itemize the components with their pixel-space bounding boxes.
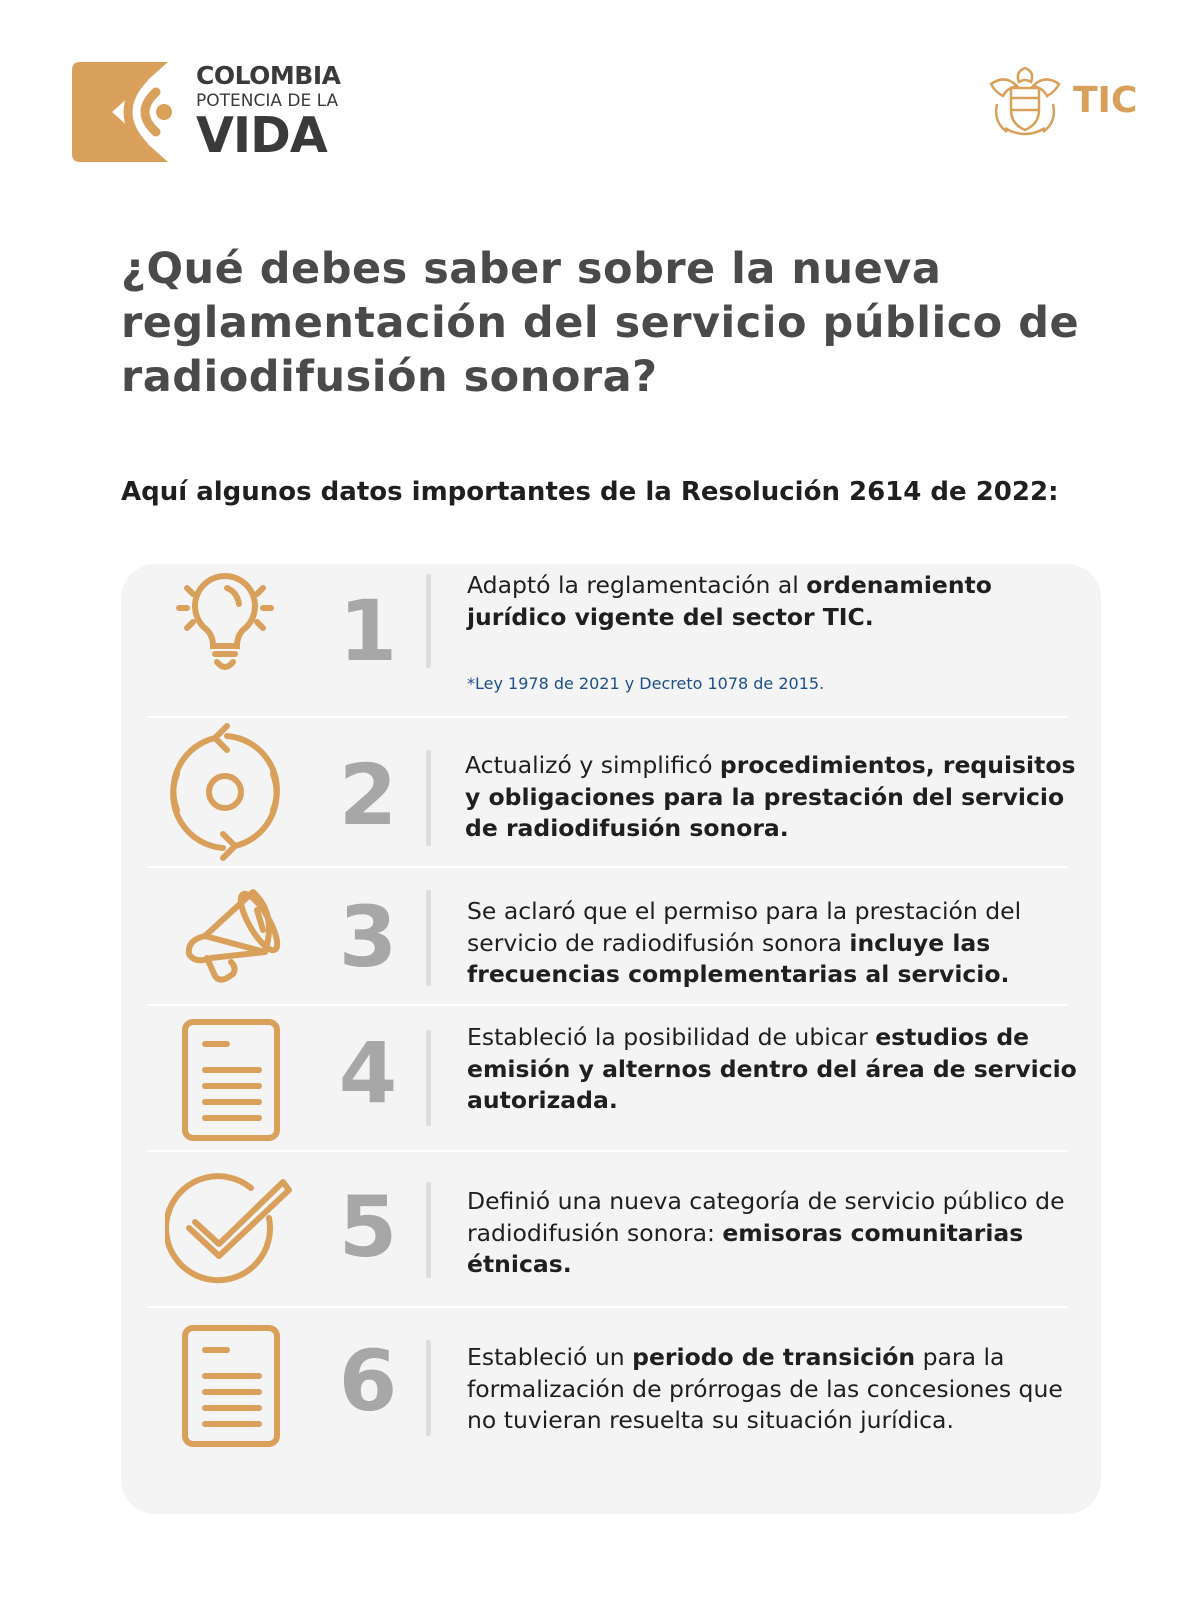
- checkmark-circle-icon: [165, 1168, 295, 1284]
- fact-text-bold: periodo de transición: [632, 1343, 916, 1371]
- fact-item-1: [121, 564, 1101, 716]
- page-subtitle: Aquí algunos datos importantes de la Resolución 2614 de 2022:: [121, 477, 1059, 507]
- fact-text: [467, 1186, 1087, 1281]
- fact-number: 6: [338, 1332, 398, 1430]
- fact-item-2: [121, 718, 1101, 866]
- fact-number: 4: [338, 1024, 398, 1122]
- vertical-divider: [426, 574, 431, 668]
- fact-text-regular: Definió una nueva categoría de servicio público de radiodifusión sonora:: [467, 1187, 1065, 1247]
- facts-card: [121, 564, 1101, 1514]
- brand-wave-icon: [72, 60, 182, 164]
- fact-number: 3: [338, 888, 398, 986]
- fact-text-regular: para la formalización de prórrogas de las concesiones que no tuvieran resuelta su situación jurídica.: [467, 1343, 1063, 1434]
- document-icon: [165, 1018, 285, 1144]
- refresh-cycle-icon: [165, 722, 285, 862]
- fact-text: [467, 896, 1097, 991]
- vertical-divider: [426, 1030, 431, 1126]
- fact-text-regular: Se aclaró que el permiso para la prestación del servicio de radiodifusión sonora: [467, 897, 1022, 957]
- colombia-brand-logo: [72, 60, 362, 164]
- fact-footnote: *Ley 1978 de 2021 y Decreto 1078 de 2015.: [467, 674, 825, 693]
- fact-text: [467, 570, 1087, 633]
- fact-item-3: [121, 868, 1101, 1002]
- fact-text: [467, 1342, 1092, 1437]
- page-title: ¿Qué debes saber sobre la nueva reglamentación del servicio público de radiodifusión sonora?: [121, 244, 1080, 402]
- tic-label: TIC: [1073, 80, 1138, 121]
- tic-logo: [985, 62, 1138, 142]
- vertical-divider: [426, 750, 431, 846]
- fact-item-4: [121, 1006, 1101, 1150]
- fact-item-5: [121, 1152, 1101, 1306]
- lightbulb-icon: [165, 564, 285, 684]
- fact-text-bold: ordenamiento jurídico vigente del sector TIC.: [467, 571, 992, 631]
- fact-text-bold: incluye las frecuencias complementarias al servicio.: [467, 928, 1010, 988]
- document-icon: [165, 1324, 285, 1450]
- coat-of-arms-icon: [985, 62, 1065, 142]
- fact-text: [465, 750, 1085, 845]
- fact-text-regular: Adaptó la reglamentación al: [467, 571, 807, 599]
- brand-line-1: COLOMBIA: [196, 61, 341, 90]
- fact-text-bold: estudios de emisión y alternos dentro del área de servicio autorizada.: [467, 1023, 1077, 1114]
- fact-text-bold: emisoras comunitarias étnicas.: [467, 1218, 1024, 1278]
- vertical-divider: [426, 1182, 431, 1278]
- fact-text-regular: Estableció la posibilidad de ubicar: [467, 1023, 876, 1051]
- fact-item-6: [121, 1308, 1101, 1508]
- vertical-divider: [426, 1340, 431, 1436]
- brand-line-2: POTENCIA DE LA: [196, 91, 339, 111]
- fact-number: 2: [338, 746, 398, 844]
- megaphone-icon: [165, 878, 285, 988]
- fact-number: 1: [338, 582, 398, 680]
- fact-number: 5: [338, 1178, 398, 1276]
- fact-text-regular: Actualizó y simplificó: [465, 751, 720, 779]
- fact-text-regular: Estableció un: [467, 1343, 633, 1371]
- vertical-divider: [426, 890, 431, 986]
- fact-text: [467, 1022, 1087, 1117]
- fact-text-bold: procedimientos, requisitos y obligaciones para la prestación del servicio de radiodifusión sonora.: [465, 751, 1076, 842]
- brand-line-3: VIDA: [196, 107, 327, 164]
